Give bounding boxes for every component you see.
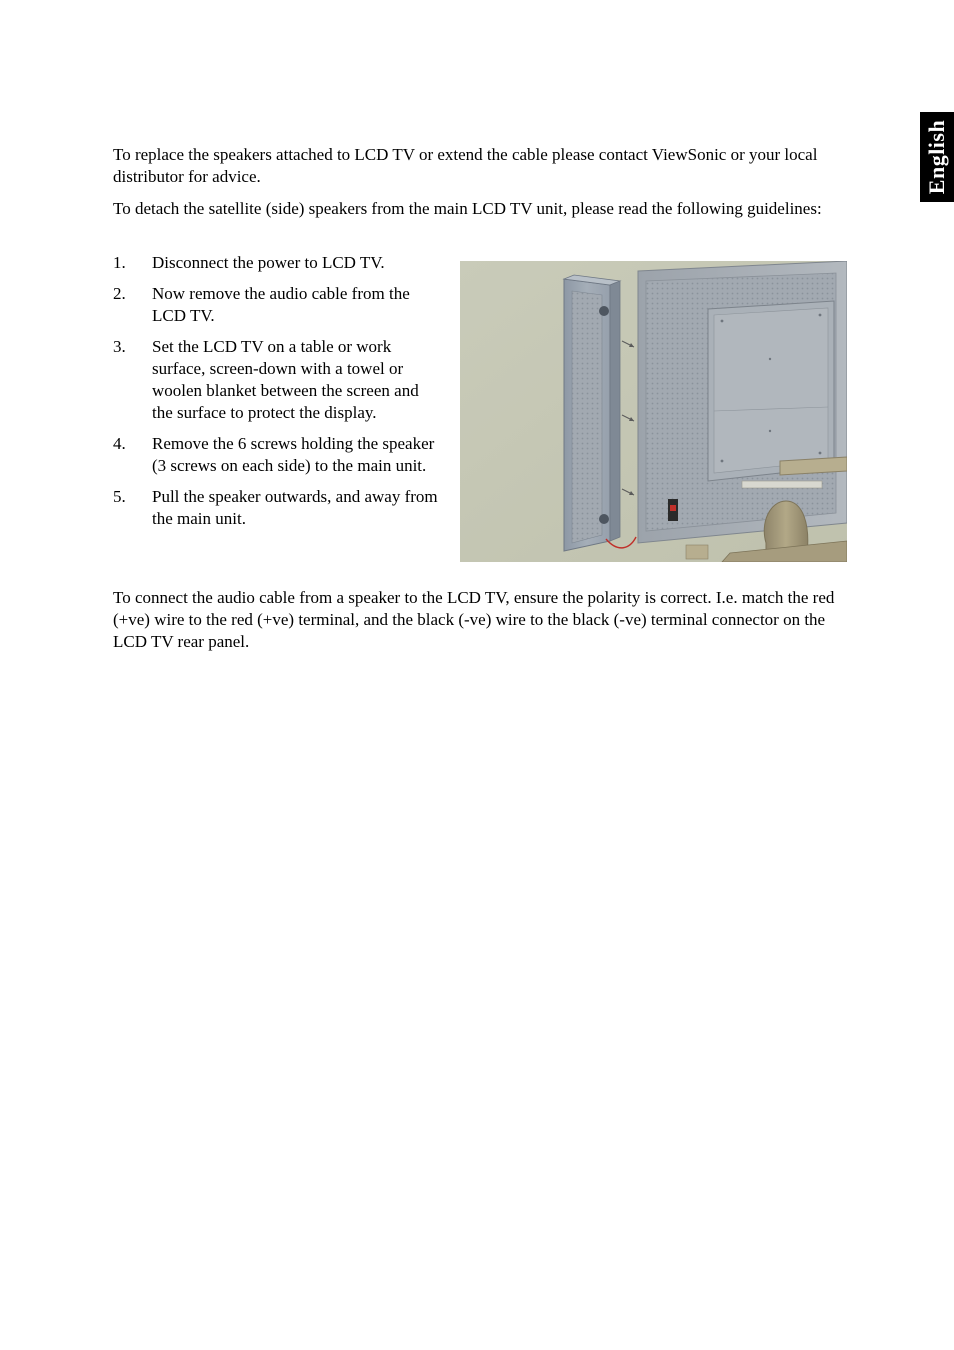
speaker-detach-illustration xyxy=(460,261,847,562)
step-text: Now remove the audio cable from the LCD TV. xyxy=(152,284,410,325)
step-number: 5. xyxy=(113,487,126,506)
list-item xyxy=(113,486,443,530)
step-number: 1. xyxy=(113,253,126,272)
list-item xyxy=(113,283,443,327)
language-tab-label: English xyxy=(924,119,949,195)
step-text: Remove the 6 screws holding the speaker (3 screws on each side) to the main unit. xyxy=(152,434,435,475)
polarity-paragraph: To connect the audio cable from a speaker to the LCD TV, ensure the polarity is correct. I.e. match the red (+ve) wire to the red (+ve) terminal, and the black (-ve) wire to the black (-ve) terminal connector on the LCD TV rear panel. xyxy=(113,588,835,651)
step-number: 3. xyxy=(113,337,126,356)
detach-steps-list xyxy=(113,252,443,539)
language-tab xyxy=(920,112,954,202)
step-text: Set the LCD TV on a table or work surface, screen-down with a towel or woolen blanket between the screen and the surface to protect the display. xyxy=(152,337,419,422)
step-number: 4. xyxy=(113,434,126,453)
rating-label xyxy=(742,481,822,488)
speaker-screw-hole xyxy=(599,514,609,524)
tv-rear-panel xyxy=(638,261,847,543)
step-text: Disconnect the power to LCD TV. xyxy=(152,253,385,272)
intro-paragraph-detach: To detach the satellite (side) speakers from the main LCD TV unit, please read the following guidelines: xyxy=(113,199,822,218)
speaker-screw-hole xyxy=(599,306,609,316)
list-item xyxy=(113,252,443,274)
intro-paragraph-replace: To replace the speakers attached to LCD TV or extend the cable please contact ViewSonic or your local distributor for advice. xyxy=(113,145,818,186)
list-item xyxy=(113,336,443,424)
step-number: 2. xyxy=(113,284,126,303)
step-text: Pull the speaker outwards, and away from the main unit. xyxy=(152,487,438,528)
list-item xyxy=(113,433,443,477)
